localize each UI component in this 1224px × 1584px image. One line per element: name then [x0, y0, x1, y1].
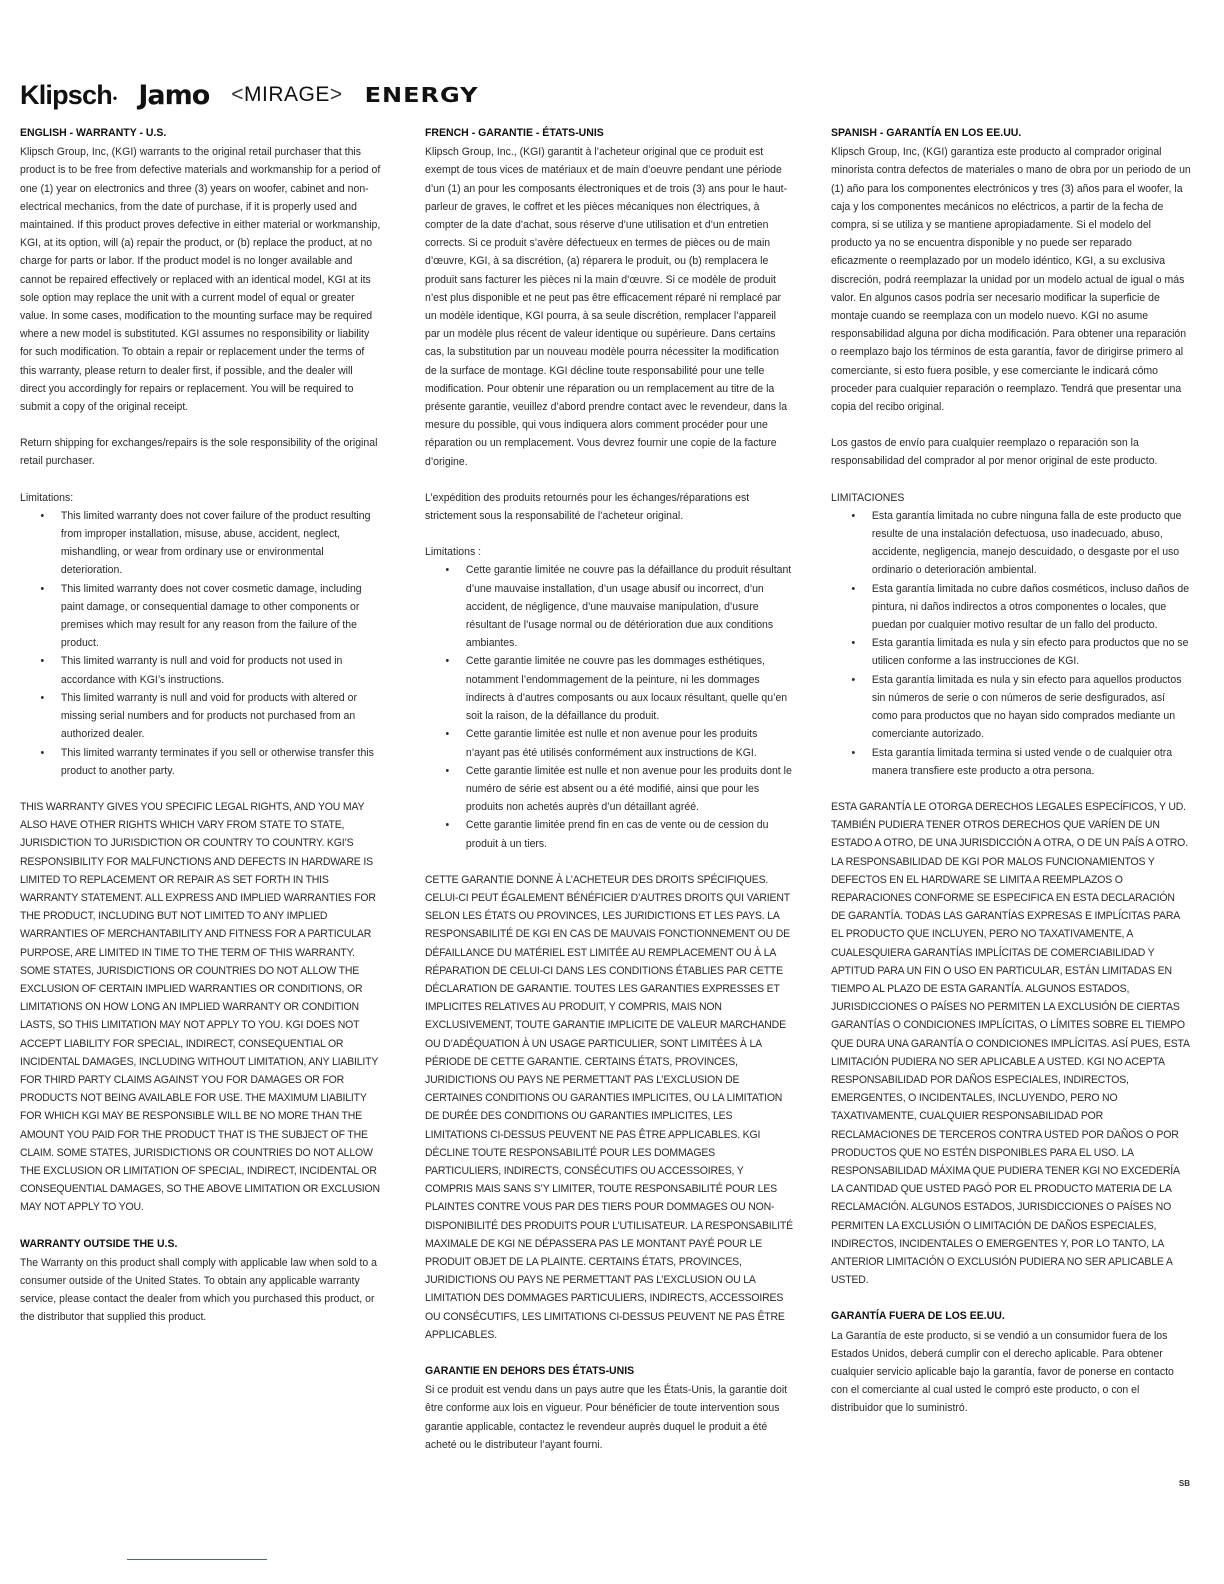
list-item: • Esta garantía limitada no cubre ninguna falla de este producto que resulte de una instalación defectuosa, uso inadecuado, abuso, accidente, negligencia, manejo descuidado, o desgaste por el uso ordinario o deterioración ambiental. — [851, 509, 1182, 577]
list-item: • Esta garantía limitada es nula y sin efecto para productos que no se utilicen conforme a las instrucciones de KGI. — [851, 637, 1189, 668]
page-code: SB — [1178, 1479, 1190, 1488]
english-warranty-paragraph: Klipsch Group, Inc, (KGI) warrants to the original retail purchaser that this product is to be free from defective materials and workmanship for a period of one (1) year on electronics and three (3) years on woofer, cabinet and non-electrical mechanics, from the date of purchase, if it is properly used and maintained. If this product proves defective in either material or workmanship, KGI, at its option, will (a) repair the product, or (b) replace the product, at no charge for parts or labor. If the product model is no longer available and cannot be repaired effectively or replaced with an identical model, KGI at its sole option may replace the unit with a current model of equal or greater value. In some cases, modification to the mounting surface may be required where a new model is substituted. KGI assumes no responsibility or liability for such modification. To obtain a repair or replacement under the terms of this warranty, please return to dealer first, if possible, and the dealer will direct you accordingly for repairs or replacement. You will be required to submit a copy of the original receipt. — [20, 146, 381, 414]
english-legal-rights-paragraph: THIS WARRANTY GIVES YOU SPECIFIC LEGAL RIGHTS, AND YOU MAY ALSO HAVE OTHER RIGHTS WHICH VARY FROM STATE TO STATE, JURISDICTION TO JURISDICTION OR COUNTRY TO COUNTRY. KGI’S RESPONSIBILITY FOR MALFUNCTIONS AND DEFECTS IN HARDWARE IS LIMITED TO REPLACEMENT OR REPAIR AS SET FORTH IN THIS WARRANTY STATEMENT. ALL EXPRESS AND IMPLIED WARRANTIES FOR THE PRODUCT, INCLUDING BUT NOT LIMITED TO ANY IMPLIED WARRANTIES OF MERCHANTABILITY AND FITNESS FOR A PARTICULAR PURPOSE, ARE LIMITED IN TIME TO THE TERM OF THIS WARRANTY. SOME STATES, JURISDICTIONS OR COUNTRIES DO NOT ALLOW THE EXCLUSION OF CERTAIN IMPLIED WARRANTIES OR CONDITIONS, OR LIMITATIONS ON HOW LONG AN IMPLIED WARRANTY OR CONDITION LASTS, SO THIS LIMITATION MAY NOT APPLY TO YOU. KGI DOES NOT ACCEPT LIABILITY FOR SPECIAL, INDIRECT, CONSEQUENTIAL OR INCIDENTAL DAMAGES, INCLUDING WITHOUT LIMITATION, ANY LIABILITY FOR THIRD PARTY CLAIMS AGAINST YOU FOR DAMAGES OR FOR PRODUCTS NOT BEING AVAILABLE FOR USE. THE MAXIMUM LIABILITY FOR WHICH KGI MAY BE RESPONSIBLE WILL BE NO MORE THAN THE AMOUNT YOU PAID FOR THE PRODUCT THAT IS THE SUBJECT OF THE CLAIM. SOME STATES, JURISDICTIONS OR COUNTRIES DO NOT ALLOW THE EXCLUSION OR LIMITATION OF SPECIAL, INDIRECT, INCIDENTAL OR CONSEQUENTIAL DAMAGES, SO THE ABOVE LIMITATION OR EXCLUSION MAY NOT APPLY TO YOU. — [20, 800, 380, 1214]
french-shipping-paragraph: L’expédition des produits retournés pour les échanges/réparations est strictement sous la responsabilité de l’acheteur original. — [425, 491, 750, 523]
brand-logos — [20, 78, 501, 112]
french-legal-rights-paragraph: CETTE GARANTIE DONNE À L’ACHETEUR DES DROITS SPÉCIFIQUES. CELUI-CI PEUT ÉGALEMENT BÉNÉFICIER D’AUTRES DROITS QUI VARIENT SELON LES ÉTATS OU PROVINCES, LES JURIDICTIONS ET LES PAYS. LA RESPONSABILITÉ DE KGI EN CAS DE MAUVAIS FONCTIONNEMENT OU DE DÉFAILLANCE DU MATÉRIEL EST LIMITÉE AU REMPLACEMENT OU À LA RÉPARATION DE CELUI-CI DANS LES CONDITIONS ÉTABLIES PAR CETTE DÉCLARATION DE GARANTIE. TOUTES LES GARANTIES EXPRESSES ET IMPLICITES RELATIVES AU PRODUIT, Y COMPRIS, MAIS NON EXCLUSIVEMENT, TOUTE GARANTIE IMPLICITE DE VALEUR MARCHANDE OU D’ADÉQUATION À UN USAGE PARTICULIER, SONT LIMITÉES À LA PÉRIODE DE CETTE GARANTIE. CERTAINS ÉTATS, PROVINCES, JURIDICTIONS OU PAYS NE PERMETTANT PAS L’EXCLUSION DE CERTAINES CONDITIONS OU GARANTIES IMPLICITES, OU LA LIMITATION DE DURÉE DES CONDITIONS OU GARANTIES IMPLICITES, LES LIMITATIONS CI-DESSUS PEUVENT NE PAS ÊTRE APPLICABLES. KGI DÉCLINE TOUTE RESPONSABILITÉ POUR LES DOMMAGES PARTICULIERS, INDIRECTS, CONSÉCUTIFS OU ACCESSOIRES, Y COMPRIS MAIS SANS S’Y LIMITER, TOUTE RESPONSABILITÉ POUR LES PLAINTES CONTRE VOUS PAR DES TIERS POUR DOMMAGES OU NON-DISPONIBILITÉ DES PRODUITS POUR L’UTILISATEUR. LA RESPONSABILITÉ MAXIMALE DE KGI NE DÉPASSERA PAS LE MONTANT PAYÉ POUR LE PRODUIT OBJET DE LA PLAINTE. CERTAINS ÉTATS, PROVINCES, JURIDICTIONS OU PAYS NE PERMETTANT PAS L’EXCLUSION OU LA LIMITATION DES DOMMAGES PARTICULIERS, INDIRECTS, ACCESSOIRES OU CONSÉCUTIFS, LES LIMITATIONS CI-DESSUS PEUVENT NE PAS ÊTRE APPLICABLES. — [425, 873, 793, 1341]
french-heading: FRENCH - GARANTIE - ÉTATS-UNIS — [425, 127, 604, 139]
list-item: • Esta garantía limitada no cubre daños cosméticos, incluso daños de pintura, ni daños indirectos a otros componentes o locales, que puedan por cualquier motivo resultar de un fallo del producto. — [851, 582, 1190, 632]
list-item: • Esta garantía limitada termina si usted vende o de cualquier otra manera transfiere este producto a otra persona. — [851, 746, 1173, 777]
spanish-warranty-paragraph: Klipsch Group, Inc, (KGI) garantiza este producto al comprador original minorista contra defectos de materiales o mano de obra por un periodo de un (1) año para los componentes electrónicos y tres (3) años para el woofer, la caja y los componentes mecánicos no eléctricos, a partir de la fecha de compra, si se utiliza y se mantiene apropiadamente. Si el modelo del producto ya no se encuentra disponible y no puede ser reparado eficazmente o reemplazado por un modelo idéntico, KGI, a su exclusiva discreción, podrá reemplazar la unidad por un modelo actual de igual o más valor. En algunos casos podría ser necesario modificar la superficie de montaje cuando se reemplaza con un modelo nuevo. KGI no asume responsabilidad alguna por dicha modificación. Para obtener una reparación o reemplazo bajo los términos de esta garantía, favor de dirigirse primero al comerciante, si esto fuera posible, y ese comerciante le indicará cómo proceder para cualquier reparación o reemplazo. Tendrá que presentar una copia del recibo original. — [831, 146, 1191, 414]
spanish-outside-paragraph: La Garantía de este producto, si se vendió a un consumidor fuera de los Estados Unidos, deberá cumplir con el derecho aplicable. Para obtener cualquier servicio aplicable bajo la garantía, favor de ponerse en contacto con el comerciante al cual usted le compró este producto, o con el distribuidor que lo suministró. — [831, 1329, 1174, 1415]
french-outside-paragraph: Si ce produit est vendu dans un pays autre que les États-Unis, la garantie doit être conforme aux lois en vigueur. Pour bénéficier de toute intervention sous garantie applicable, contactez le revendeur auprès duquel le produit a été acheté ou le distributeur l’ayant fourni. — [425, 1384, 788, 1451]
mirage-logo-text: MIRAGE — [244, 83, 330, 106]
english-heading: ENGLISH - WARRANTY - U.S. — [20, 127, 167, 139]
spanish-legal-rights-paragraph: ESTA GARANTÍA LE OTORGA DERECHOS LEGALES ESPECÍFICOS, Y UD. TAMBIÉN PUDIERA TENER OTROS DERECHOS QUE VARÍEN DE UN ESTADO A OTRO, DE UNA JURISDICCIÓN A OTRA, O DE UN PAÍS A OTRO. LA RESPONSABILIDAD DE KGI POR MALOS FUNCIONAMIENTOS Y DEFECTOS EN EL HARDWARE SE LIMITA A REEMPLAZOS O REPARACIONES CONFORME SE ESPECIFICA EN ESTA DECLARACIÓN DE GARANTÍA. TODAS LAS GARANTÍAS EXPRESAS E IMPLÍCITAS PARA EL PRODUCTO QUE INCLUYEN, PERO NO TAXATIVAMENTE, A CUALESQUIERA GARANTÍAS IMPLÍCITAS DE COMERCIABILIDAD Y APTITUD PARA UN FIN O USO EN PARTICULAR, ESTÁN LIMITADAS EN TIEMPO AL PLAZO DE ESTA GARANTÍA. ALGUNOS ESTADOS, JURISDICCIONES O PAÍSES NO PERMITEN LA EXCLUSIÓN DE CIERTAS GARANTÍAS O CONDICIONES IMPLÍCITAS, O LÍMITES SOBRE EL TIEMPO QUE DURA UNA GARANTÍA O CONDICIONES IMPLÍCITAS. ASÍ PUES, ESTA LIMITACIÓN PUDIERA NO SER APLICABLE A USTED. KGI NO ACEPTA RESPONSABILIDAD POR DAÑOS ESPECIALES, INDIRECTOS, EMERGENTES, O INCIDENTALES, INCLUYENDO, PERO NO TAXATIVAMENTE, CUALQUIER RESPONSABILIDAD POR RECLAMACIONES DE TERCEROS CONTRA USTED POR DAÑOS O POR PRODUCTOS QUE NO ESTÉN DISPONIBLES PARA EL USO. LA RESPONSABILIDAD MÁXIMA QUE PUDIERA TENER KGI NO EXCEDERÍA LA CANTIDAD QUE USTED PAGÓ POR EL PRODUCTO MATERIA DE LA RECLAMACIÓN. ALGUNOS ESTADOS, JURISDICCIONES O PAÍSES NO PERMITEN LA EXCLUSIÓN O LIMITACIÓN DE DAÑOS ESPECIALES, INDIRECTOS, INCIDENTALES O EMERGENTES Y, POR LO TANTO, LA ANTERIOR LIMITACIÓN O EXCLUSIÓN PUDIERA NO SER APLICABLE A USTED. — [831, 800, 1190, 1287]
spanish-limitations-list — [831, 507, 1191, 780]
spanish-warranty-column — [831, 124, 1191, 1436]
klipsch-logo: Klipsch• — [20, 79, 117, 110]
jamo-logo: Jamo — [138, 79, 210, 111]
list-item: • This limited warranty terminates if you sell or otherwise transfer this product to another party. — [40, 746, 374, 777]
spanish-heading: SPANISH - GARANTÍA EN LOS EE.UU. — [831, 127, 1022, 139]
english-limitations-title: Limitations: — [20, 491, 74, 504]
english-shipping-paragraph: Return shipping for exchanges/repairs is the sole responsibility of the original retail purchaser. — [20, 437, 378, 468]
footer-divider — [127, 1559, 267, 1560]
french-warranty-paragraph: Klipsch Group, Inc., (KGI) garantit à l’acheteur original que ce produit est exempt de tous vices de matériaux et de main d’oeuvre pendant une période d’un (1) an pour les composants électroniques et de trois (3) ans pour le haut-parleur de graves, le coffret et les pièces mécaniques non électriques, à compter de la date d’achat, sous réserve d’une utilisation et d’un entretien corrects. Si ce produit s’avère défectueux en termes de pièces ou de main d’œuvre, KGI, à sa discrétion, (a) réparera le produit, ou (b) remplacera le produit sans facturer les pièces ni la main d’œuvre. Si ce modèle de produit n’est plus disponible et ne peut pas être efficacement réparé ni remplacé par un modèle identique, KGI pourra, à sa seule discrétion, remplacer l’appareil par un modèle plus récent de valeur identique ou supérieure. Dans certains cas, la substitution par un nouveau modèle pourra nécessiter la modification de la surface de montage. KGI décline toute responsabilité pour une telle modification. Pour obtenir une réparation ou un remplacement au titre de la présente garantie, veuillez d’abord prendre contact avec le revendeur, dans la mesure du possible, qui vous indiquera alors comment procéder pour une réparation ou un remplacement. Vous devrez fournir une copie de la facture d’origine. — [425, 146, 788, 468]
english-warranty-column — [20, 124, 381, 1345]
french-limitations-list — [425, 561, 793, 852]
french-outside-heading: GARANTIE EN DEHORS DES ÉTATS-UNIS — [425, 1365, 635, 1377]
spanish-limitations-title: LIMITACIONES — [831, 491, 905, 504]
english-outside-heading: WARRANTY OUTSIDE THE U.S. — [20, 1237, 178, 1250]
english-limitations-list — [20, 507, 381, 780]
list-item: • This limited warranty is null and void for products not used in accordance with KGI’s instructions. — [40, 655, 343, 686]
list-item: • Cette garantie limitée est nulle et non avenue pour les produits dont le numéro de série est absent ou a été modifié, ainsi que pour les produits non achetés auprès d’un détaillant agréé. — [445, 764, 792, 814]
spanish-outside-heading: GARANTÍA FUERA DE LOS EE.UU. — [831, 1310, 1005, 1323]
list-item: • Cette garantie limitée ne couvre pas les dommages esthétiques, notamment l’endommagement de la peinture, ni les dommages indirects à d’autres composants ou aux locaux résultant, quelle qu’en soit la raison, de la défaillance du produit. — [445, 655, 788, 723]
mirage-logo: <MIRAGE> — [231, 83, 343, 106]
list-item: • Cette garantie limitée prend fin en cas de vente ou de cession du produit à un tiers. — [445, 819, 769, 850]
french-warranty-column — [425, 124, 793, 1472]
list-item: • This limited warranty does not cover cosmetic damage, including paint damage, or consequential damage to other components or premises which may result for any reason from the failure of the product. — [40, 582, 362, 650]
spanish-shipping-paragraph: Los gastos de envío para cualquier reemplazo o reparación son la responsabilidad del comprador al por menor original de este producto. — [831, 437, 1158, 468]
klipsch-logo-text: Klipsch — [20, 79, 112, 110]
french-limitations-title: Limitations : — [425, 546, 482, 559]
list-item: • This limited warranty is null and void for products with altered or missing serial numbers and for products not purchased from an authorized dealer. — [40, 691, 357, 741]
list-item: • This limited warranty does not cover failure of the product resulting from improper installation, misuse, abuse, accident, neglect, mishandling, or wear from ordinary use or environmental deterioration. — [40, 509, 371, 577]
list-item: • Cette garantie limitée est nulle et non avenue pour les produits n’ayant pas été utilisés conformément aux instructions de KGI. — [445, 728, 758, 759]
energy-logo: ENERGY — [364, 83, 479, 107]
list-item: • Cette garantie limitée ne couvre pas la défaillance du produit résultant d’une mauvaise installation, d’un usage abusif ou incorrect, d’un accident, de négligence, d’une mauvaise manipulation, d’usure résultant de l’usage normal ou de détérioration due aux conditions ambiantes. — [445, 564, 792, 650]
list-item: • Esta garantía limitada es nula y sin efecto para aquellos productos sin números de serie o con números de serie desfigurados, así como para productos que no hayan sido comprados mediante un comerciante autorizado. — [851, 673, 1182, 741]
english-outside-paragraph: The Warranty on this product shall comply with applicable law when sold to a consumer outside of the United States. To obtain any applicable warranty service, please contact the dealer from which you purchased this product, or the distributor that supplied this product. — [20, 1256, 378, 1324]
